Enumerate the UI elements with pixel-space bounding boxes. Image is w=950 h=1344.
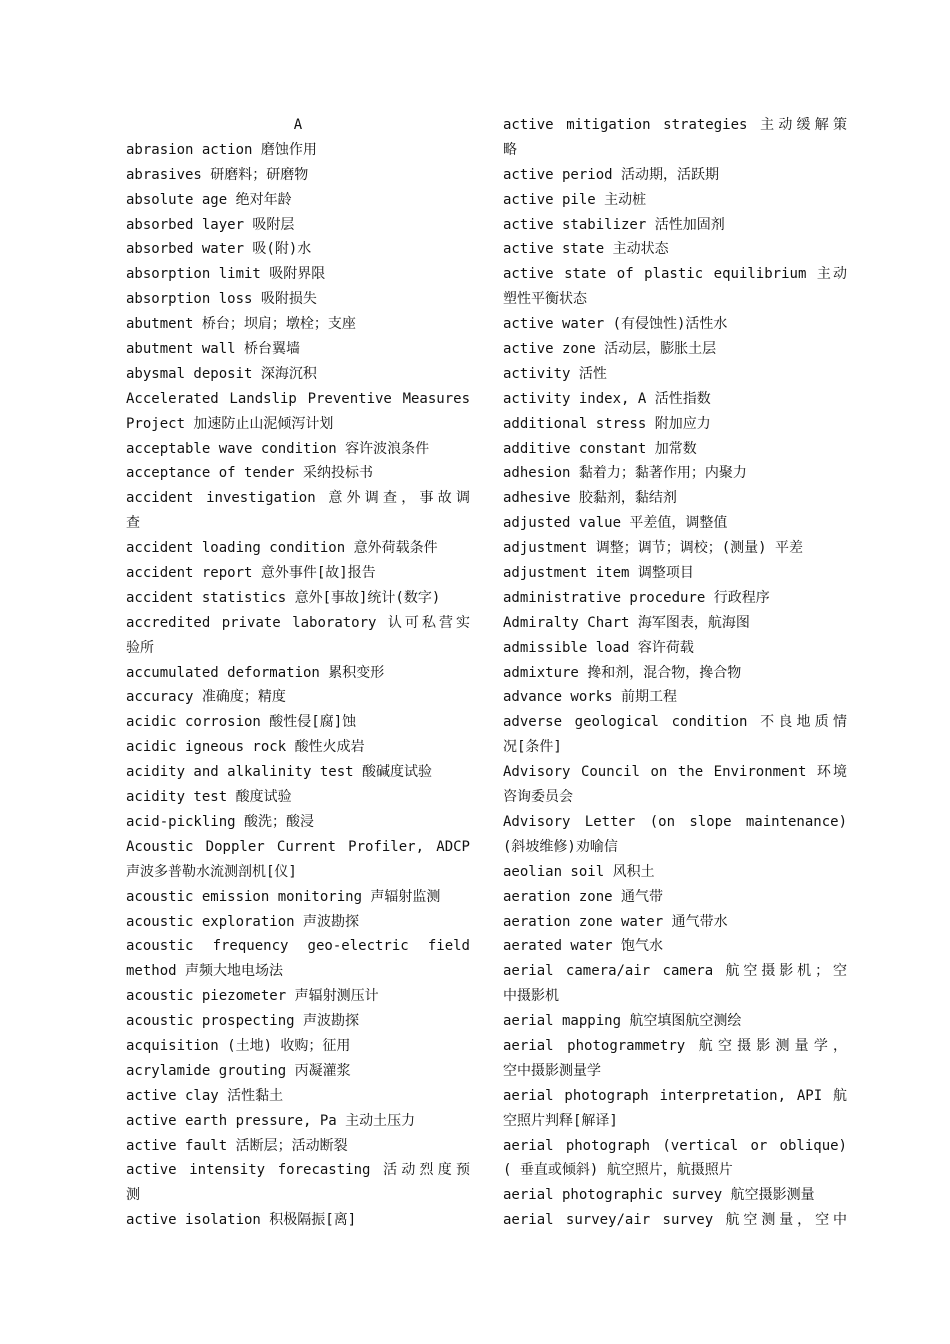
glossary-entry-line: acoustic piezometer 声辐射测压计 <box>126 988 379 1005</box>
glossary-entry-line: accumulated deformation 累积变形 <box>126 664 385 681</box>
glossary-entry-line: acoustic emission monitoring 声辐射监测 <box>126 888 441 905</box>
glossary-entry-line: active period 活动期，活跃期 <box>503 166 720 183</box>
glossary-entry-line: abysmal deposit 深海沉积 <box>126 365 317 382</box>
glossary-entry-line: adjustment item 调整项目 <box>503 565 694 582</box>
glossary-entry-line: acoustic prospecting 声波勘探 <box>126 1013 360 1030</box>
glossary-entry-line: accident loading condition 意外荷载条件 <box>126 540 438 557</box>
section-letter-heading: A <box>293 117 303 133</box>
glossary-entry-line: adhesion 黏着力；黏著作用；内聚力 <box>503 465 747 482</box>
glossary-entry-line: acquisition (土地) 收购；征用 <box>126 1037 351 1054</box>
glossary-entry-line: acoustic frequency geo-electric field <box>126 938 470 955</box>
glossary-entry-line: absorption loss 吸附损失 <box>126 291 317 308</box>
glossary-entry-line: active state 主动状态 <box>503 241 669 258</box>
glossary-entry-line: aerial photograph interpretation, API 航 <box>503 1087 847 1104</box>
glossary-entry-line: acoustic exploration 声波勘探 <box>126 913 360 930</box>
glossary-entry-line: 空照片判释[解译] <box>503 1112 618 1129</box>
glossary-entry-line: adhesive 胶黏剂，黏结剂 <box>503 490 677 507</box>
glossary-entry-line: acidity test 酸度试验 <box>126 789 292 806</box>
glossary-entry-line: 中摄影机 <box>503 988 559 1005</box>
glossary-entry-line: acidic igneous rock 酸性火成岩 <box>126 739 365 756</box>
glossary-entry-line: aeration zone 通气带 <box>503 888 664 905</box>
glossary-entry-line: abutment 桥台；坝肩；墩栓；支座 <box>126 316 356 333</box>
glossary-entry-line: aerial camera/air camera 航空摄影机；空 <box>503 963 847 980</box>
glossary-entry-line: 咨询委员会 <box>503 789 573 806</box>
glossary-entry-line: absorption limit 吸附界限 <box>126 266 326 283</box>
glossary-entry-line: accredited private laboratory 认可私营实 <box>126 614 470 631</box>
glossary-entry-line: active pile 主动桩 <box>503 191 647 208</box>
glossary-entry-line: administrative procedure 行政程序 <box>503 589 770 606</box>
glossary-entry-line: 声波多普勒水流测剖机[仪] <box>126 863 297 880</box>
glossary-entry-line: 况[条件] <box>503 739 562 756</box>
glossary-entry-line: aerial photographic survey 航空摄影测量 <box>503 1187 815 1204</box>
glossary-entry-line: adverse geological condition 不良地质情 <box>503 714 847 731</box>
glossary-entry-line: active earth pressure, Pa 主动土压力 <box>126 1112 416 1129</box>
glossary-entry-line: abrasion action 磨蚀作用 <box>126 141 317 158</box>
glossary-entry-line: admixture 搀和剂，混合物，搀合物 <box>503 664 742 681</box>
glossary-entry-line: active zone 活动层，膨胀土层 <box>503 341 717 358</box>
glossary-entry-line: accuracy 准确度；精度 <box>126 689 286 706</box>
glossary-entry-line: active state of plastic equilibrium 主动 <box>503 266 847 283</box>
glossary-entry-line: Advisory Letter (on slope maintenance) <box>503 813 847 830</box>
glossary-entry-line: 塑性平衡状态 <box>503 291 587 308</box>
glossary-entry-line: active intensity forecasting 活动烈度预 <box>126 1162 470 1179</box>
glossary-entry-line: aerated water 饱气水 <box>503 938 664 955</box>
glossary-entry-line: aerial photogrammetry 航空摄影测量学， <box>503 1037 847 1054</box>
glossary-entry-line: active fault 活断层；活动断裂 <box>126 1137 348 1154</box>
glossary-entry-line: abrasives 研磨料；研磨物 <box>126 166 309 183</box>
glossary-entry-line: activity index, A 活性指数 <box>503 390 711 407</box>
glossary-entry-line: 空中摄影测量学 <box>503 1062 601 1079</box>
glossary-entry-line: active clay 活性黏土 <box>126 1087 284 1104</box>
glossary-entry-line: advance works 前期工程 <box>503 689 678 706</box>
glossary-entry-line: aeration zone water 通气带水 <box>503 913 728 930</box>
glossary-entry-line: accident statistics 意外[事故]统计(数字) <box>126 589 441 606</box>
glossary-entry-line: abutment wall 桥台翼墙 <box>126 341 301 358</box>
glossary-entry-line: 验所 <box>126 639 154 656</box>
glossary-entry-line: Project 加速防止山泥倾泻计划 <box>126 415 334 432</box>
glossary-entry-line: accident investigation 意外调查，事故调 <box>126 490 470 507</box>
glossary-entry-line: adjusted value 平差值，调整值 <box>503 515 728 532</box>
glossary-entry-line: aeolian soil 风积土 <box>503 863 655 880</box>
glossary-entry-line: adjustment 调整；调节；调校；(测量) 平差 <box>503 540 804 557</box>
glossary-entry-line: (斜坡维修)劝喻信 <box>503 838 618 855</box>
glossary-entry-line: Accelerated Landslip Preventive Measures <box>126 390 470 407</box>
glossary-entry-line: active isolation 积极隔振[离] <box>126 1212 357 1229</box>
glossary-entry-line: acidic corrosion 酸性侵[腐]蚀 <box>126 714 357 731</box>
left-column <box>126 113 470 1233</box>
glossary-entry-line: aerial mapping 航空填图航空测绘 <box>503 1013 742 1030</box>
glossary-entry-line: additive constant 加常数 <box>503 440 697 457</box>
glossary-entry-line: 略 <box>503 141 517 158</box>
glossary-entry-line: ( 垂直或倾斜) 航空照片，航摄照片 <box>503 1162 733 1179</box>
glossary-entry-line: acceptance of tender 采纳投标书 <box>126 465 374 482</box>
glossary-entry-line: 查 <box>126 515 140 532</box>
glossary-entry-line: method 声频大地电场法 <box>126 963 284 980</box>
glossary-entry-line: accident report 意外事件[故]报告 <box>126 565 376 582</box>
glossary-entry-line: active water (有侵蚀性)活性水 <box>503 316 728 333</box>
glossary-entry-line: 测 <box>126 1187 140 1204</box>
glossary-entry-line: active mitigation strategies 主动缓解策 <box>503 117 847 133</box>
glossary-entry-line: Admiralty Chart 海军图表，航海图 <box>503 614 750 631</box>
glossary-entry-line: Acoustic Doppler Current Profiler, ADCP <box>126 838 470 855</box>
glossary-entry-line: absolute age 绝对年龄 <box>126 191 292 208</box>
glossary-entry-line: absorbed water 吸(附)水 <box>126 241 312 258</box>
glossary-entry-line: additional stress 附加应力 <box>503 415 711 432</box>
glossary-entry-line: admissible load 容许荷载 <box>503 639 694 656</box>
glossary-entry-line: aerial survey/air survey 航空测量，空中 <box>503 1212 847 1229</box>
glossary-entry-line: acrylamide grouting 丙凝灌浆 <box>126 1062 351 1079</box>
glossary-entry-line: aerial photograph (vertical or oblique) <box>503 1137 847 1154</box>
glossary-entry-line: acidity and alkalinity test 酸碱度试验 <box>126 764 433 781</box>
glossary-entry-line: active stabilizer 活性加固剂 <box>503 216 725 233</box>
glossary-entry-line: absorbed layer 吸附层 <box>126 216 295 233</box>
right-column <box>503 113 847 1233</box>
glossary-entry-line: acid-pickling 酸洗；酸浸 <box>126 813 315 830</box>
glossary-entry-line: Advisory Council on the Environment 环境 <box>503 764 847 781</box>
glossary-entry-line: acceptable wave condition 容许波浪条件 <box>126 440 430 457</box>
glossary-entry-line: activity 活性 <box>503 365 607 382</box>
